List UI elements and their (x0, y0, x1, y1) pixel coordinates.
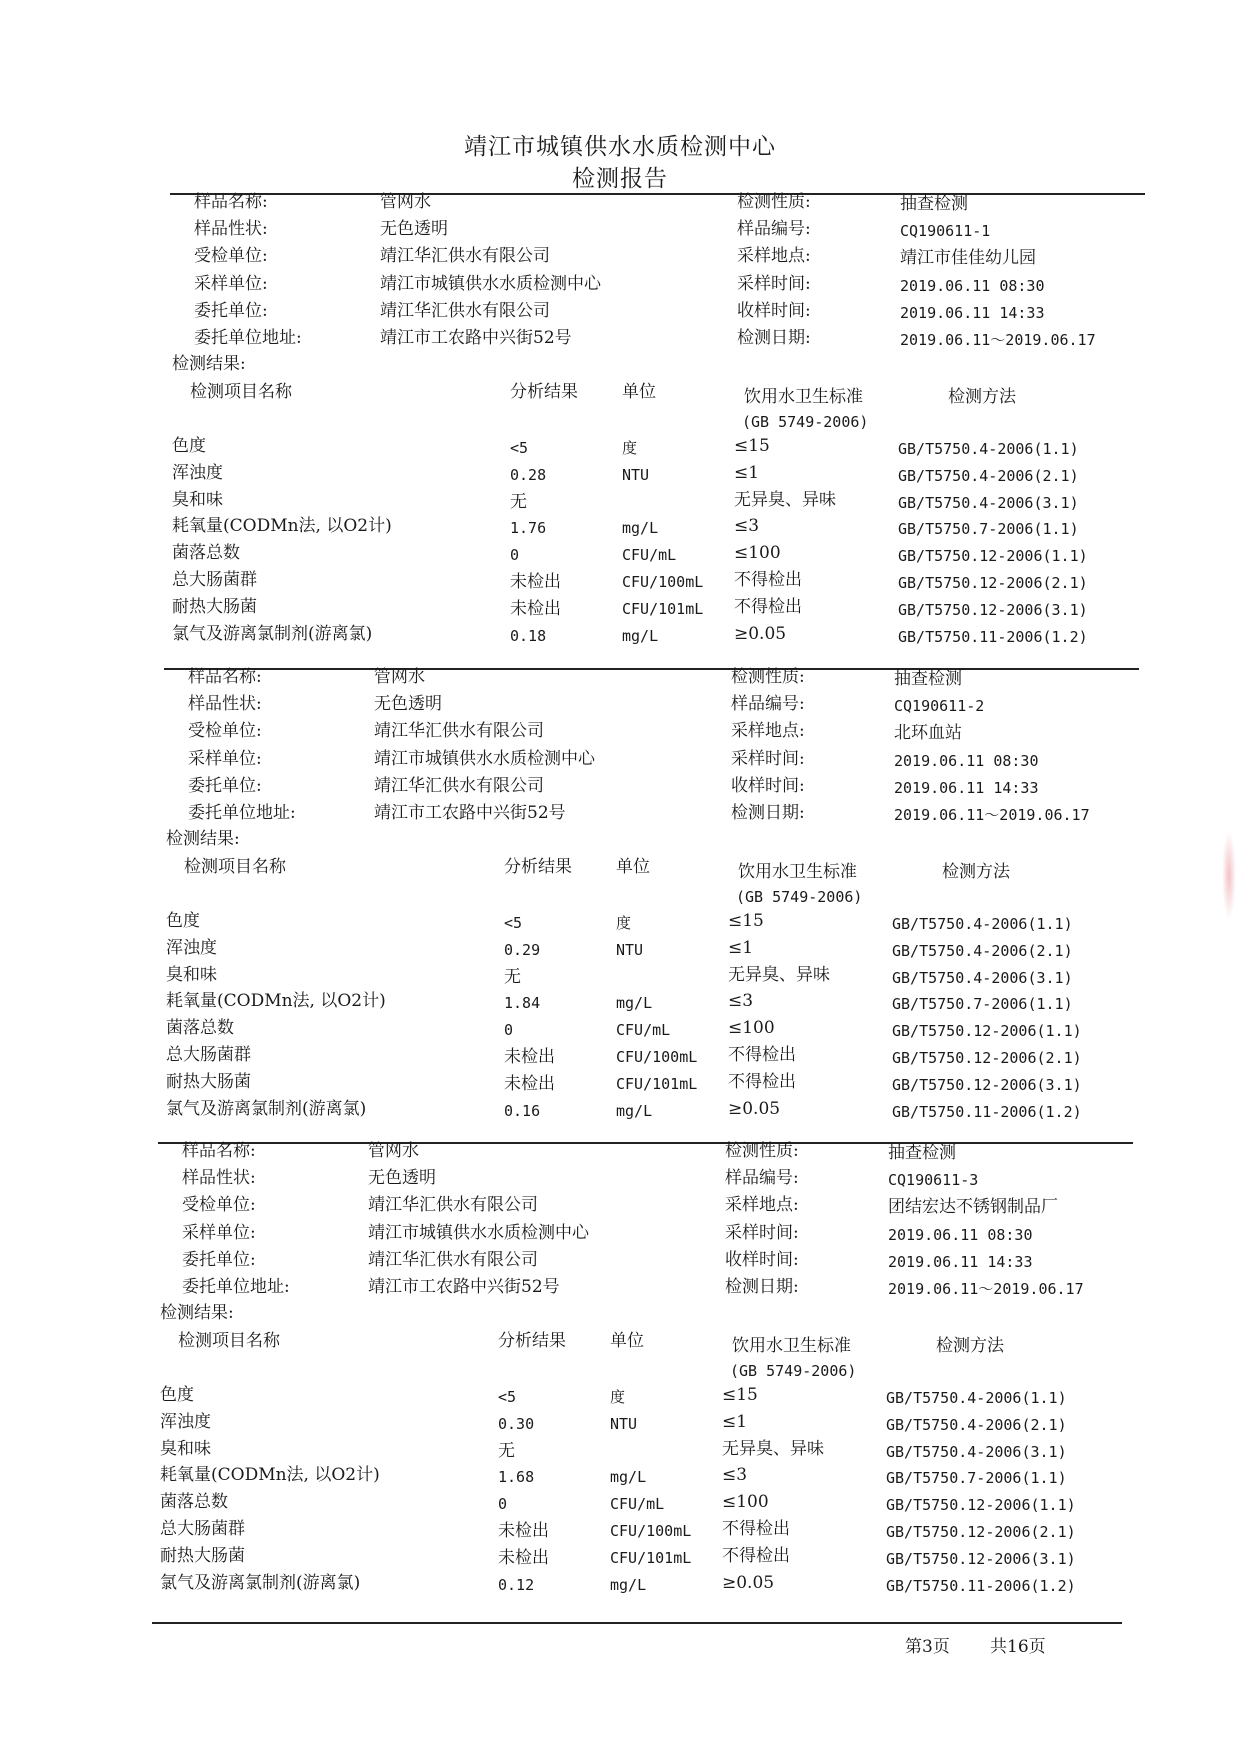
report-title: 检测报告 (572, 166, 668, 192)
test-nature-value: 抽查检测 (888, 1143, 956, 1163)
sample-no-value: CQ190611-2 (894, 697, 985, 716)
sampling-unit-value: 靖江市城镇供水水质检测中心 (368, 1222, 589, 1243)
table-row-result: 未检出 (504, 1047, 555, 1067)
sampling-site-value: 北环血站 (894, 723, 962, 744)
table-row-method: GB/T5750.4-2006(2.1) (898, 466, 1079, 485)
sample-no-label: 样品编号: (725, 1168, 799, 1189)
client-unit-value: 靖江华汇供水有限公司 (380, 300, 550, 321)
table-row-result: <5 (504, 914, 523, 932)
table-row-item: 臭和味 (160, 1438, 211, 1459)
col-header-unit: 单位 (616, 857, 650, 877)
results-label: 检测结果: (166, 829, 240, 849)
inspected-unit-value: 靖江华汇供水有限公司 (368, 1195, 538, 1216)
table-row-result: 0.18 (510, 626, 547, 645)
table-row-method: GB/T5750.4-2006(1.1) (898, 440, 1079, 458)
table-row-result: 0 (498, 1495, 508, 1514)
sample-no-label: 样品编号: (737, 219, 811, 240)
table-row-result: 无 (510, 491, 527, 512)
test-nature-value: 抽查检测 (894, 669, 962, 689)
client-unit-value: 靖江华汇供水有限公司 (368, 1249, 538, 1270)
table-row-standard: ≤15 (722, 1385, 758, 1405)
table-row-unit: 度 (622, 439, 638, 457)
table-row-unit: mg/L (616, 1101, 653, 1120)
table-row-item: 耗氧量(CODMn法, 以O2计) (160, 1465, 380, 1486)
table-row-standard: ≥0.05 (728, 1098, 781, 1119)
test-date-label: 检测日期: (737, 328, 811, 348)
org-title: 靖江市城镇供水水质检测中心 (464, 134, 776, 160)
sampling-time-value: 2019.06.11 08:30 (894, 751, 1039, 770)
table-row-unit: NTU (616, 940, 644, 959)
receive-time-label: 收样时间: (731, 775, 805, 796)
table-row-result: 1.84 (504, 994, 541, 1013)
table-row-item: 耐热大肠菌 (160, 1545, 245, 1566)
client-address-label: 委托单位地址: (182, 1277, 290, 1297)
table-row-result: 0.12 (498, 1575, 535, 1594)
test-date-value: 2019.06.11～2019.06.17 (888, 1280, 1084, 1298)
table-row-standard: 不得检出 (734, 570, 802, 590)
sample-name-value: 管网水 (368, 1141, 419, 1161)
table-row-item: 菌落总数 (160, 1492, 228, 1513)
client-unit-label: 委托单位: (188, 775, 262, 796)
sample-section-1 (170, 192, 1170, 662)
table-row-unit: mg/L (616, 994, 653, 1013)
table-row-item: 氯气及游离氯制剂(游离氯) (172, 623, 373, 644)
table-row-result: 0.29 (504, 940, 541, 959)
bottom-rule (152, 1622, 1122, 1624)
sample-name-value: 管网水 (374, 667, 425, 687)
table-row-standard: ≤1 (722, 1411, 748, 1432)
table-row-method: GB/T5750.12-2006(2.1) (886, 1523, 1076, 1541)
table-row-standard: 无异臭、异味 (734, 489, 836, 510)
table-row-standard: 不得检出 (722, 1545, 790, 1566)
table-row-method: GB/T5750.4-2006(2.1) (892, 941, 1073, 960)
sample-state-label: 样品性状: (182, 1168, 256, 1189)
client-unit-label: 委托单位: (194, 300, 268, 321)
table-row-standard: ≤3 (722, 1465, 748, 1486)
col-header-method: 检测方法 (948, 387, 1016, 407)
table-row-item: 耐热大肠菌 (166, 1071, 251, 1092)
col-header-standard-ref: (GB 5749-2006) (736, 888, 863, 906)
col-header-standard: 饮用水卫生标准 (738, 862, 857, 882)
table-row-method: GB/T5750.11-2006(1.2) (898, 627, 1088, 646)
table-row-item: 色度 (172, 436, 206, 456)
paper-stain (1222, 830, 1236, 920)
sample-state-value: 无色透明 (368, 1168, 436, 1189)
client-address-value: 靖江市工农路中兴街52号 (380, 328, 572, 348)
table-row-standard: ≤1 (728, 937, 754, 958)
table-row-method: GB/T5750.12-2006(1.1) (892, 1022, 1082, 1041)
table-row-result: 无 (504, 966, 521, 987)
sample-name-label: 样品名称: (182, 1141, 256, 1161)
table-row-result: <5 (510, 439, 529, 457)
test-date-value: 2019.06.11～2019.06.17 (900, 331, 1096, 349)
table-row-item: 总大肠菌群 (166, 1045, 251, 1065)
table-row-item: 总大肠菌群 (172, 570, 257, 590)
receive-time-value: 2019.06.11 14:33 (900, 303, 1045, 322)
col-header-result: 分析结果 (504, 857, 572, 877)
client-unit-value: 靖江华汇供水有限公司 (374, 775, 544, 796)
table-row-result: 未检出 (504, 1073, 555, 1094)
sampling-time-label: 采样时间: (725, 1222, 799, 1243)
table-row-item: 总大肠菌群 (160, 1519, 245, 1539)
table-row-standard: ≥0.05 (734, 623, 787, 644)
table-row-item: 菌落总数 (172, 543, 240, 564)
sampling-time-label: 采样时间: (737, 273, 811, 294)
table-row-standard: ≤3 (734, 516, 760, 537)
table-row-standard: ≤15 (734, 436, 770, 456)
table-row-unit: CFU/mL (610, 1495, 665, 1514)
table-row-standard: ≤15 (728, 911, 764, 931)
inspected-unit-value: 靖江华汇供水有限公司 (374, 721, 544, 742)
col-header-standard: 饮用水卫生标准 (732, 1336, 851, 1356)
table-row-standard: 无异臭、异味 (722, 1438, 824, 1459)
sampling-site-label: 采样地点: (737, 246, 811, 267)
table-row-unit: mg/L (622, 626, 659, 645)
results-label: 检测结果: (160, 1303, 234, 1323)
table-row-result: 0.16 (504, 1101, 541, 1120)
table-row-standard: ≤3 (728, 991, 754, 1012)
inspected-unit-value: 靖江华汇供水有限公司 (380, 246, 550, 267)
sampling-time-label: 采样时间: (731, 748, 805, 769)
table-row-method: GB/T5750.11-2006(1.2) (886, 1576, 1076, 1595)
table-row-result: 1.76 (510, 519, 547, 538)
sampling-unit-label: 采样单位: (182, 1222, 256, 1243)
table-row-method: GB/T5750.12-2006(2.1) (898, 574, 1088, 592)
sample-section-3 (158, 1141, 1158, 1611)
test-nature-label: 检测性质: (731, 667, 805, 687)
table-row-standard: 不得检出 (728, 1071, 796, 1092)
table-row-method: GB/T5750.7-2006(1.1) (892, 995, 1073, 1014)
sampling-site-label: 采样地点: (725, 1195, 799, 1216)
table-row-method: GB/T5750.12-2006(3.1) (892, 1075, 1082, 1094)
table-row-result: 0.28 (510, 465, 547, 484)
table-row-method: GB/T5750.4-2006(2.1) (886, 1415, 1067, 1434)
results-label: 检测结果: (172, 354, 246, 374)
inspected-unit-label: 受检单位: (182, 1195, 256, 1216)
sample-state-value: 无色透明 (374, 694, 442, 715)
test-nature-value: 抽查检测 (900, 194, 968, 214)
sample-name-label: 样品名称: (194, 192, 268, 212)
table-row-standard: ≥0.05 (722, 1572, 775, 1593)
table-row-result: 0 (510, 546, 520, 565)
receive-time-label: 收样时间: (737, 300, 811, 321)
table-row-method: GB/T5750.7-2006(1.1) (898, 520, 1079, 539)
sampling-unit-value: 靖江市城镇供水水质检测中心 (374, 748, 595, 769)
table-row-method: GB/T5750.4-2006(3.1) (886, 1442, 1067, 1461)
sampling-site-value: 靖江市佳佳幼儿园 (900, 248, 1036, 269)
table-row-standard: ≤100 (722, 1492, 769, 1513)
sampling-unit-label: 采样单位: (188, 748, 262, 769)
table-row-unit: CFU/100mL (622, 573, 704, 591)
table-row-standard: 无异臭、异味 (728, 964, 830, 985)
table-row-result: 无 (498, 1440, 515, 1461)
table-row-method: GB/T5750.11-2006(1.2) (892, 1102, 1082, 1121)
col-header-item: 检测项目名称 (190, 382, 292, 402)
table-row-method: GB/T5750.12-2006(1.1) (898, 547, 1088, 566)
table-row-item: 浑浊度 (160, 1411, 211, 1432)
receive-time-label: 收样时间: (725, 1249, 799, 1270)
col-header-result: 分析结果 (510, 382, 578, 402)
table-row-method: GB/T5750.4-2006(3.1) (892, 968, 1073, 987)
table-row-unit: CFU/100mL (610, 1522, 692, 1540)
table-row-item: 臭和味 (166, 964, 217, 985)
table-row-unit: CFU/101mL (610, 1548, 692, 1567)
test-date-label: 检测日期: (731, 803, 805, 823)
table-row-unit: CFU/100mL (616, 1048, 698, 1066)
receive-time-value: 2019.06.11 14:33 (888, 1252, 1033, 1271)
sample-no-value: CQ190611-3 (888, 1171, 979, 1190)
test-date-value: 2019.06.11～2019.06.17 (894, 806, 1090, 824)
col-header-standard-ref: (GB 5749-2006) (742, 413, 869, 431)
table-row-item: 色度 (166, 911, 200, 931)
col-header-item: 检测项目名称 (178, 1331, 280, 1351)
client-address-label: 委托单位地址: (188, 803, 296, 823)
col-header-unit: 单位 (622, 382, 656, 402)
table-row-unit: 度 (616, 914, 632, 932)
col-header-item: 检测项目名称 (184, 857, 286, 877)
table-row-item: 浑浊度 (172, 462, 223, 483)
table-row-method: GB/T5750.12-2006(3.1) (898, 600, 1088, 619)
table-row-method: GB/T5750.12-2006(1.1) (886, 1496, 1076, 1515)
col-header-method: 检测方法 (942, 862, 1010, 882)
table-row-item: 耐热大肠菌 (172, 596, 257, 617)
col-header-result: 分析结果 (498, 1331, 566, 1351)
inspected-unit-label: 受检单位: (194, 246, 268, 267)
sampling-unit-value: 靖江市城镇供水水质检测中心 (380, 273, 601, 294)
table-row-item: 耗氧量(CODMn法, 以O2计) (166, 991, 386, 1012)
table-row-result: 未检出 (498, 1521, 549, 1541)
client-unit-label: 委托单位: (182, 1249, 256, 1270)
table-row-unit: 度 (610, 1388, 626, 1406)
table-row-item: 氯气及游离氯制剂(游离氯) (166, 1098, 367, 1119)
page-number: 第3页 (905, 1637, 950, 1657)
table-row-result: 未检出 (510, 572, 561, 592)
inspected-unit-label: 受检单位: (188, 721, 262, 742)
sample-name-label: 样品名称: (188, 667, 262, 687)
table-row-unit: CFU/mL (622, 546, 677, 565)
table-row-result: <5 (498, 1388, 517, 1406)
table-row-unit: mg/L (610, 1575, 647, 1594)
client-address-value: 靖江市工农路中兴街52号 (374, 803, 566, 823)
table-row-item: 耗氧量(CODMn法, 以O2计) (172, 516, 392, 537)
table-row-unit: CFU/101mL (622, 599, 704, 618)
col-header-standard-ref: (GB 5749-2006) (730, 1362, 857, 1380)
table-row-result: 0.30 (498, 1414, 535, 1433)
table-row-result: 未检出 (498, 1547, 549, 1568)
table-row-item: 色度 (160, 1385, 194, 1405)
col-header-unit: 单位 (610, 1331, 644, 1351)
sample-section-2 (164, 667, 1164, 1137)
table-row-method: GB/T5750.12-2006(3.1) (886, 1549, 1076, 1568)
sample-no-label: 样品编号: (731, 694, 805, 715)
table-row-standard: 不得检出 (728, 1045, 796, 1065)
table-row-unit: CFU/mL (616, 1021, 671, 1040)
sampling-site-value: 团结宏达不锈钢制品厂 (888, 1197, 1058, 1218)
sample-name-value: 管网水 (380, 192, 431, 212)
table-row-unit: NTU (622, 465, 650, 484)
page-total: 共16页 (990, 1637, 1046, 1657)
table-row-method: GB/T5750.12-2006(2.1) (892, 1049, 1082, 1067)
sample-state-value: 无色透明 (380, 219, 448, 240)
receive-time-value: 2019.06.11 14:33 (894, 778, 1039, 797)
col-header-standard: 饮用水卫生标准 (744, 387, 863, 407)
sampling-unit-label: 采样单位: (194, 273, 268, 294)
client-address-label: 委托单位地址: (194, 328, 302, 348)
table-row-standard: ≤100 (734, 543, 781, 564)
table-row-result: 1.68 (498, 1468, 535, 1487)
table-row-standard: 不得检出 (722, 1519, 790, 1539)
table-row-unit: mg/L (622, 519, 659, 538)
test-nature-label: 检测性质: (737, 192, 811, 212)
table-row-item: 氯气及游离氯制剂(游离氯) (160, 1572, 361, 1593)
table-row-method: GB/T5750.4-2006(1.1) (886, 1389, 1067, 1407)
table-row-unit: CFU/101mL (616, 1074, 698, 1093)
table-row-item: 菌落总数 (166, 1018, 234, 1039)
table-row-standard: 不得检出 (734, 596, 802, 617)
table-row-unit: NTU (610, 1414, 638, 1433)
table-row-standard: ≤1 (734, 462, 760, 483)
sampling-site-label: 采样地点: (731, 721, 805, 742)
sampling-time-value: 2019.06.11 08:30 (888, 1225, 1033, 1244)
table-row-result: 未检出 (510, 598, 561, 619)
table-row-standard: ≤100 (728, 1018, 775, 1039)
test-date-label: 检测日期: (725, 1277, 799, 1297)
sample-state-label: 样品性状: (194, 219, 268, 240)
table-row-item: 臭和味 (172, 489, 223, 510)
table-row-method: GB/T5750.7-2006(1.1) (886, 1469, 1067, 1488)
sampling-time-value: 2019.06.11 08:30 (900, 276, 1045, 295)
sample-state-label: 样品性状: (188, 694, 262, 715)
client-address-value: 靖江市工农路中兴街52号 (368, 1277, 560, 1297)
col-header-method: 检测方法 (936, 1336, 1004, 1356)
table-row-item: 浑浊度 (166, 937, 217, 958)
sample-no-value: CQ190611-1 (900, 222, 991, 241)
table-row-unit: mg/L (610, 1468, 647, 1487)
table-row-result: 0 (504, 1021, 514, 1040)
test-nature-label: 检测性质: (725, 1141, 799, 1161)
table-row-method: GB/T5750.4-2006(1.1) (892, 915, 1073, 933)
table-row-method: GB/T5750.4-2006(3.1) (898, 493, 1079, 512)
